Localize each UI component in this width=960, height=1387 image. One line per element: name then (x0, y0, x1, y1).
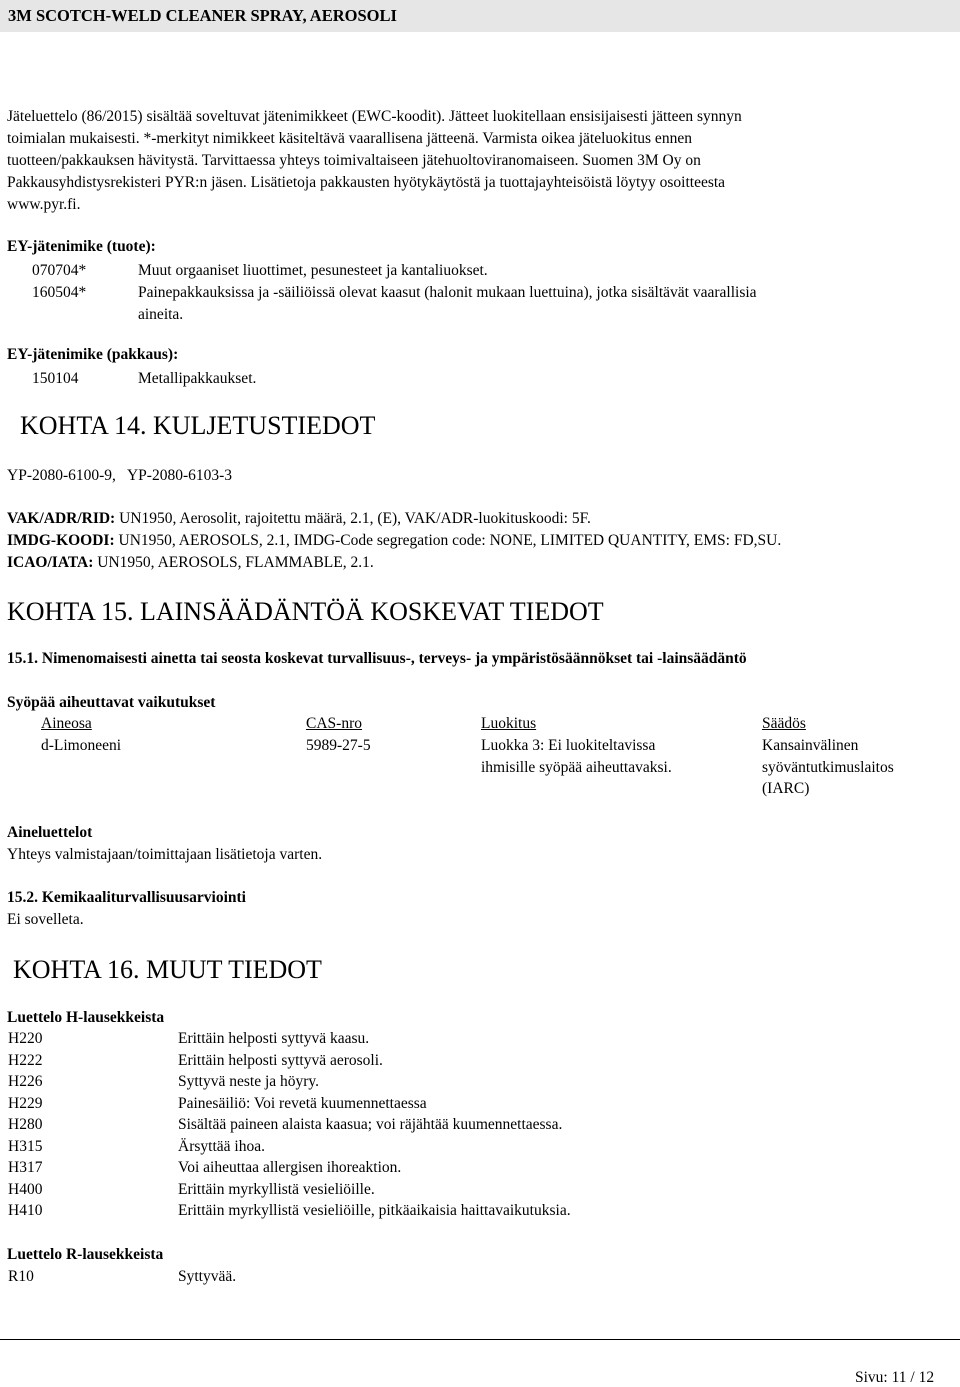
transport-value: UN1950, Aerosolit, rajoitettu määrä, 2.1, (E), VAK/ADR-luokituskoodi: 5F. (115, 510, 591, 527)
r-list-heading: Luettelo R-lausekkeista (7, 1246, 164, 1263)
transport-line (7, 532, 781, 550)
h-list-heading: Luettelo H-lausekkeista (7, 1009, 165, 1026)
column-header: Säädös (762, 715, 806, 732)
table-cell-classification: Luokka 3: Ei luokiteltavissa (481, 737, 656, 754)
intro-line: tuotteen/pakkauksen hävitystä. Tarvittaessa yhteys toimivaltaiseen jätehuoltoviranomaiseen. Suomen 3M Oy on (7, 152, 701, 169)
waste-package-heading: EY-jätenimike (pakkaus): (7, 346, 179, 363)
section-15-title: KOHTA 15. LAINSÄÄDÄNTÖÄ KOSKEVAT TIEDOT (7, 597, 604, 626)
section-14-title: KOHTA 14. KULJETUSTIEDOT (20, 411, 376, 440)
document-title: 3M SCOTCH-WELD CLEANER SPRAY, AEROSOLI (8, 6, 397, 25)
column-header: Luokitus (481, 715, 537, 732)
waste-text: Metallipakkaukset. (138, 370, 257, 387)
h-text: Erittäin helposti syttyvä aerosoli. (178, 1052, 383, 1069)
h-text: Erittäin myrkyllistä vesieliöille, pitkäaikaisia haittavaikutuksia. (178, 1202, 571, 1219)
intro-line: Jäteluettelo (86/2015) sisältää soveltuvat jätenimikkeet (EWC-koodit). Jätteet luokitellaan ensisijaisesti jätteen synnyn (7, 108, 742, 125)
h-text: Voi aiheuttaa allergisen ihoreaktion. (178, 1159, 402, 1176)
h-text: Erittäin myrkyllistä vesieliöille. (178, 1181, 375, 1198)
transport-value: UN1950, AEROSOLS, 2.1, IMDG-Code segregation code: NONE, LIMITED QUANTITY, EMS: FD,SU. (114, 532, 782, 549)
intro-line: toimialan mukaisesti. *-merkityt nimikkeet käsiteltävä vaarallisena jätteenä. Varmista oikea jäteluokitus ennen (7, 130, 692, 147)
product-codes: YP-2080-6100-9, YP-2080-6103-3 (7, 467, 233, 484)
h-text: Erittäin helposti syttyvä kaasu. (178, 1030, 370, 1047)
waste-code: 150104 (32, 370, 79, 387)
r-code: R10 (8, 1268, 34, 1285)
h-code: H226 (8, 1073, 43, 1090)
h-code: H280 (8, 1116, 43, 1133)
waste-text: Painepakkauksissa ja -säiliöissä olevat kaasut (halonit mukaan luettuina), jotka sisältävät vaarallisia (138, 284, 757, 301)
table-cell-classification: ihmisille syöpää aiheuttavaksi. (481, 759, 672, 776)
intro-line: www.pyr.fi. (7, 196, 81, 213)
table-cell-regulation: (IARC) (762, 780, 810, 797)
intro-line: Pakkausyhdistysrekisteri PYR:n jäsen. Lisätietoja pakkausten hyötykäytöstä ja tuottajayhteisöistä löytyy osoitteesta (7, 174, 726, 191)
waste-code: 160504* (32, 284, 87, 301)
footer-divider (0, 1339, 960, 1340)
transport-line (7, 510, 591, 528)
section-15-1-heading: 15.1. Nimenomaisesti ainetta tai seosta koskevat turvallisuus-, terveys- ja ympäristösäännökset tai -lainsäädäntö (7, 650, 747, 667)
transport-value: UN1950, AEROSOLS, FLAMMABLE, 2.1. (93, 554, 374, 571)
waste-product-heading: EY-jätenimike (tuote): (7, 238, 156, 255)
r-text: Syttyvää. (178, 1268, 237, 1285)
header-bar (0, 0, 960, 32)
carcinogenic-heading: Syöpää aiheuttavat vaikutukset (7, 694, 216, 711)
lists-heading: Aineluettelot (7, 824, 93, 841)
assessment-heading: 15.2. Kemikaaliturvallisuusarviointi (7, 889, 246, 906)
page-number: Sivu: 11 / 12 (855, 1369, 935, 1386)
h-code: H315 (8, 1138, 43, 1155)
h-code: H410 (8, 1202, 43, 1219)
h-code: H220 (8, 1030, 43, 1047)
waste-text: Muut orgaaniset liuottimet, pesunesteet ja kantaliuokset. (138, 262, 488, 279)
transport-label: IMDG-KOODI: (7, 532, 115, 549)
table-cell-substance: d-Limoneeni (41, 737, 122, 754)
table-cell-regulation: syöväntutkimuslaitos (762, 759, 894, 776)
section-16-title: KOHTA 16. MUUT TIEDOT (13, 955, 322, 984)
h-code: H222 (8, 1052, 43, 1069)
h-code: H317 (8, 1159, 43, 1176)
h-code: H229 (8, 1095, 43, 1112)
transport-label: ICAO/IATA: (7, 554, 94, 571)
h-text: Sisältää paineen alaista kaasua; voi räjähtää kuumennettaessa. (178, 1116, 563, 1133)
transport-label: VAK/ADR/RID: (7, 510, 116, 527)
h-code: H400 (8, 1181, 43, 1198)
column-header: Aineosa (41, 715, 92, 732)
h-text: Syttyvä neste ja höyry. (178, 1073, 320, 1090)
transport-line (7, 554, 374, 572)
column-header: CAS-nro (306, 715, 362, 732)
h-text: Painesäiliö: Voi revetä kuumennettaessa (178, 1095, 427, 1112)
waste-code: 070704* (32, 262, 87, 279)
lists-text: Yhteys valmistajaan/toimittajaan lisätietoja varten. (7, 846, 323, 863)
waste-text-cont: aineita. (138, 306, 184, 323)
table-cell-regulation: Kansainvälinen (762, 737, 859, 754)
assessment-text: Ei sovelleta. (7, 911, 84, 928)
table-cell-cas: 5989-27-5 (306, 737, 371, 754)
h-text: Ärsyttää ihoa. (178, 1138, 265, 1155)
